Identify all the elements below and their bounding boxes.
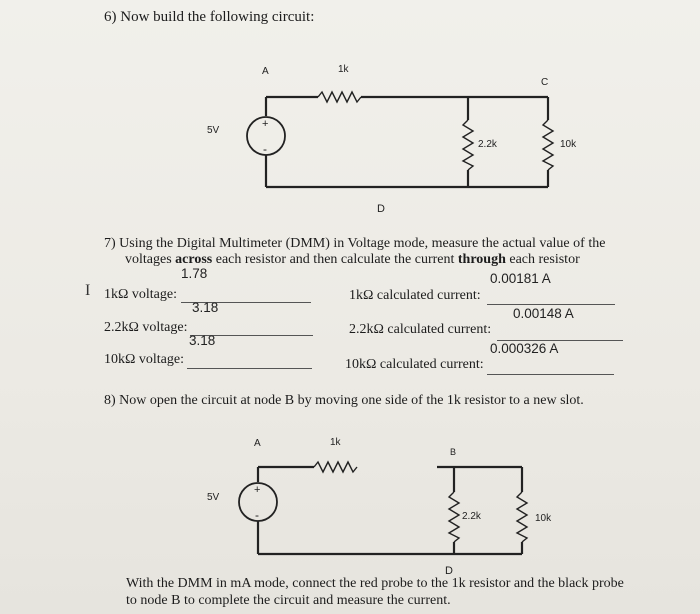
c1-node-c: C	[541, 77, 549, 88]
c2-node-b: B	[450, 447, 457, 457]
text-cursor-icon: I	[85, 282, 91, 299]
v1k-label: 1kΩ voltage:	[104, 287, 178, 302]
q8-text: 8) Now open the circuit at node B by moving one side of the 1k resistor to a new slot.	[104, 393, 584, 408]
q7-line-1: 7) Using the Digital Multimeter (DMM) in Voltage mode, measure the actual value of the	[104, 236, 606, 251]
c1-source-label: 5V	[207, 125, 220, 136]
c1-minus-sign: -	[263, 142, 267, 156]
q7-line-2: voltages across each resistor and then calculate the current through each resistor	[125, 252, 580, 267]
c1-plus-sign: +	[262, 118, 269, 130]
c2-node-a: A	[254, 438, 261, 449]
c2-resistor-2-2k	[449, 492, 459, 542]
v22k-value: 3.18	[192, 300, 219, 315]
footer-line-1: With the DMM in mA mode, connect the red probe to the 1k resistor and the black probe	[126, 576, 624, 591]
c1-resistor-10k-label: 10k	[560, 139, 577, 150]
footer-line-2: to node B to complete the circuit and measure the current.	[126, 593, 451, 608]
q6-heading: 6) Now build the following circuit:	[104, 9, 315, 25]
c1-resistor-2-2k-label: 2.2k	[478, 139, 497, 150]
c2-source-label: 5V	[207, 492, 220, 503]
c2-node-d: D	[445, 565, 453, 577]
i1k-value: 0.00181 A	[490, 271, 551, 286]
c2-resistor-1k-label: 1k	[330, 437, 341, 448]
v10k-label: 10kΩ voltage:	[104, 352, 185, 367]
c1-node-a: A	[262, 66, 269, 77]
c1-resistor-1k-label: 1k	[338, 64, 349, 75]
c2-resistor-2-2k-label: 2.2k	[462, 511, 481, 522]
i22k-label: 2.2kΩ calculated current:	[349, 322, 492, 337]
v22k-label: 2.2kΩ voltage:	[104, 320, 188, 335]
v10k-value: 3.18	[189, 333, 216, 348]
i10k-value: 0.000326 A	[490, 341, 559, 356]
c1-node-d: D	[377, 203, 385, 215]
c2-resistor-10k-label: 10k	[535, 513, 552, 524]
i1k-label: 1kΩ calculated current:	[349, 288, 481, 303]
c2-resistor-1k	[314, 462, 357, 472]
c2-plus-sign: +	[254, 484, 261, 496]
c2-minus-sign: -	[255, 508, 259, 522]
i22k-value: 0.00148 A	[513, 306, 574, 321]
v1k-value: 1.78	[181, 266, 208, 281]
i10k-label: 10kΩ calculated current:	[345, 357, 484, 372]
c2-resistor-10k	[517, 492, 527, 542]
